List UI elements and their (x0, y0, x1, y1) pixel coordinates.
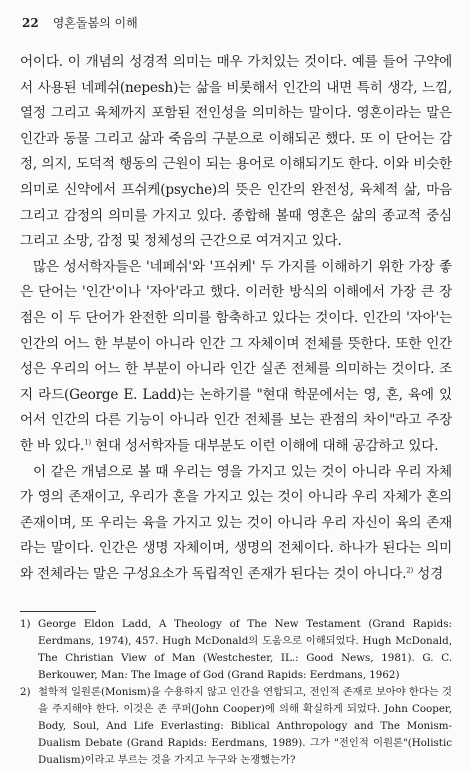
paragraph-3-text: 이 같은 개념으로 볼 때 우리는 영을 가지고 있는 것이 아니라 우리 자체가 영의 존재이고, 우리가 혼을 가지고 있는 것이 아니라 우리 자체가 혼의 존재이며, 또 우리는 육을 가지고 있는 것이 아니라 우리 자신이 육의 존재라는 말이다. 인간은 생명 자체이며, 생명의 전체이다. 하나가 된다는 의미와 전체라는 말은 구성요소가 독립적인 존재가 된다는 것이 아니다. (20, 463, 452, 582)
footnote-2 (20, 684, 452, 769)
footnote-number: 1) (20, 618, 31, 630)
footnote-1 (20, 616, 452, 684)
footnote-divider (20, 611, 96, 612)
body-text (20, 50, 452, 587)
paragraph-3-tail: 성경 (413, 565, 444, 582)
page-number: 22 (22, 16, 39, 30)
footnote-number: 2) (20, 686, 31, 698)
running-header (22, 14, 450, 31)
paragraph-2 (20, 255, 452, 460)
footnote-text: George Eldon Ladd, A Theology of The New Testament (Grand Rapids: Eerdmans, 1974), 457. Hugh McDonald의 도움으로 이해되었다. Hugh McDonald, The Christian View of Man (Westchester, IL.: Good News, 1981). G. C. Berkouwer, Man: The Image of God (Grand Rapids: Eerdmans, 1962) (38, 618, 452, 681)
paragraph-1 (20, 50, 452, 255)
paragraph-2-tail: 현대 성서학자들 대부분도 이런 이해에 대해 공감하고 있다. (90, 437, 439, 454)
footnote-text: 철학적 일원론(Monism)을 수용하지 않고 인간을 연합되고, 전인적 존재로 보아야 한다는 것을 주지해야 한다. 이것은 존 쿠퍼(John Cooper)에 의해 확실하게 되었다. John Cooper, Body, Soul, And Life Everlasting: Biblical Anthropology and The Monism-Dualism Debate (Grand Rapids: Eerdmans, 1989). 그가 "전인적 이원론"(Holistic Dualism)이라고 부르는 것을 가지고 누구와 논쟁했는가? (38, 686, 452, 766)
paragraph-3 (20, 460, 452, 588)
paragraph-1-text: 어이다. 이 개념의 성경적 의미는 매우 가치있는 것이다. 예를 들어 구약에서 사용된 네페쉬(nepesh)는 삶을 비롯해서 인간의 내면 특히 생각, 느낌, 열정 그리고 육체까지 포함된 전인성을 의미하는 말이다. 영혼이라는 말은 인간과 동물 그리고 삶과 죽음의 구분으로 이해되곤 했다. 또 이 단어는 감정, 의지, 도덕적 행동의 근원이 되는 용어로 이해되기도 한다. 이와 비슷한 의미로 신약에서 프쉬케(psyche)의 뜻은 인간의 완전성, 육체적 삶, 마음 그리고 감정의 의미를 가지고 있다. 종합해 볼때 영혼은 삶의 종교적 중심 그리고 소망, 감정 및 정체성의 근간으로 여겨지고 있다. (20, 54, 452, 250)
footnotes (20, 616, 452, 769)
footnote-ref-2[interactable]: 2) (406, 566, 414, 575)
running-title: 영혼돌봄의 이해 (52, 16, 138, 30)
paragraph-2-text: 많은 성서학자들은 '네페쉬'와 '프쉬케' 두 가지를 이해하기 위한 가장 좋은 단어는 '인간'이나 '자아'라고 했다. 이러한 방식의 이해에서 가장 큰 장점은 이 두 단어가 완전한 의미를 함축하고 있다는 것이다. 인간의 '자아'는 인간의 어느 한 부분이 아니라 인간 그 자체이며 전체를 뜻한다. 또한 인간성은 우리의 어느 한 부분이 아니라 인간 실존 전체를 의미하는 것이다. 조지 라드(George E. Ladd)는 논하기를 "현대 학문에서는 영, 혼, 육에 있어서 인간의 다른 기능이 아니라 인간 전체를 보는 관점의 차이"라고 주장한 바 있다. (20, 258, 452, 454)
footnote-ref-1[interactable]: 1) (84, 438, 91, 447)
